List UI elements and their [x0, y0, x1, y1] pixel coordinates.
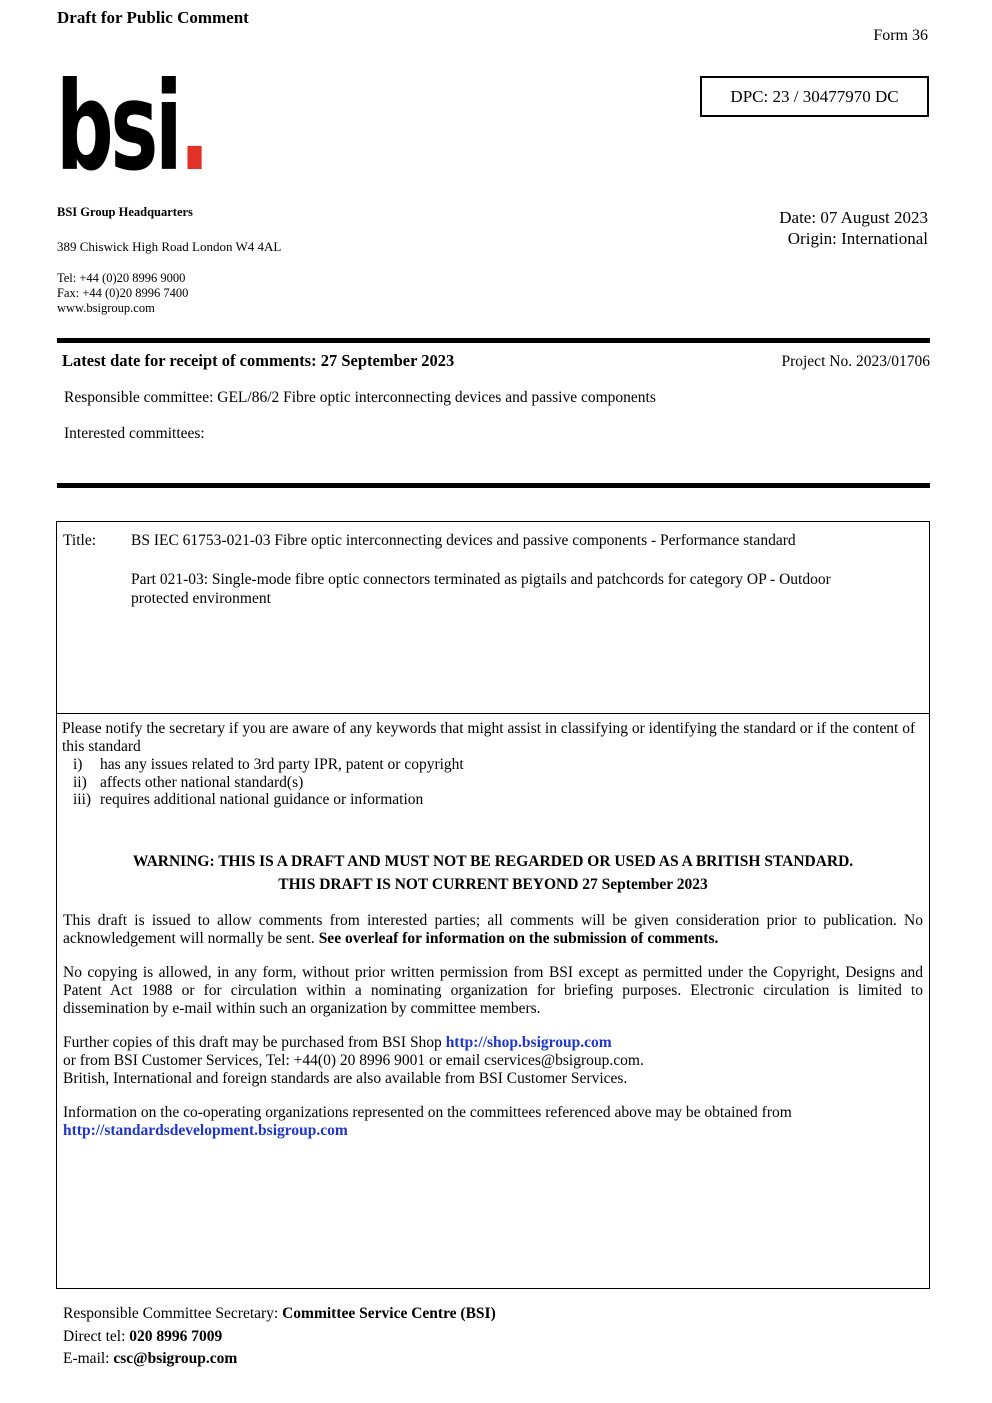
hq-website: www.bsigroup.com — [57, 301, 155, 315]
date-line: Date: 07 August 2023 — [779, 208, 928, 227]
standard-subtitle: Part 021-03: Single-mode fibre optic connectors terminated as pigtails and patchcords for category OP - Outdoor protected environment — [131, 571, 831, 607]
keywords-intro: Please notify the secretary if you are aware of any keywords that might assist in classifying or identifying the standard or if the content of this standard — [62, 720, 916, 755]
hq-fax: Fax: +44 (0)20 8996 7400 — [57, 286, 189, 300]
footer-block — [63, 1303, 496, 1371]
keywords-item-text: affects other national standard(s) — [100, 773, 304, 791]
headquarters-block — [57, 205, 281, 316]
email-value: csc@bsigroup.com — [113, 1350, 238, 1367]
cooperating-orgs-paragraph — [63, 1104, 923, 1140]
title-content — [131, 531, 921, 713]
dpc-number: DPC: 23 / 30477970 DC — [730, 86, 899, 106]
draft-for-public-comment-label: Draft for Public Comment — [57, 8, 249, 27]
purchase-info-text: Further copies of this draft may be purchased from BSI Shop — [63, 1034, 446, 1051]
direct-tel-label: Direct tel: — [63, 1327, 130, 1345]
standards-availability-line: British, International and foreign standards are also available from BSI Customer Services. — [63, 1070, 628, 1087]
cooperating-orgs-text: Information on the co-operating organizations represented on the committees referenced above may be obtained from — [63, 1104, 792, 1121]
keywords-item — [73, 756, 921, 774]
bsi-logo — [56, 56, 207, 198]
bsi-logo-text: bsi — [56, 56, 180, 198]
form-number-label: Form 36 — [873, 27, 928, 44]
purchase-info-paragraph — [63, 1034, 923, 1088]
origin-line: Origin: International — [787, 229, 928, 248]
direct-tel-line — [63, 1326, 496, 1349]
divider-bar-bottom — [57, 483, 930, 488]
customer-services-line: or from BSI Customer Services, Tel: +44(0) 20 8996 9001 or email cservices@bsigroup.com. — [63, 1052, 644, 1069]
hq-tel: Tel: +44 (0)20 8996 9000 — [57, 271, 186, 285]
secretary-line — [63, 1303, 496, 1326]
email-line — [63, 1348, 496, 1371]
comments-notice-text: This draft is issued to allow comments from interested parties; all comments will be given consideration prior to publication. No acknowledgement will normally be sent. — [63, 912, 923, 947]
keywords-notice-section — [57, 713, 929, 835]
latest-date-label: Latest date for receipt of comments: 27 September 2023 — [62, 351, 455, 370]
draft-warning-line2: THIS DRAFT IS NOT CURRENT BEYOND 27 September 2023 — [278, 876, 708, 893]
keywords-item-numeral: i) — [73, 756, 83, 773]
hq-address: 389 Chiswick High Road London W4 4AL — [57, 239, 282, 254]
main-frame — [56, 521, 930, 1289]
notice-section — [57, 835, 929, 1140]
project-number: Project No. 2023/01706 — [781, 353, 930, 370]
keywords-item — [73, 791, 921, 809]
date-origin-block — [779, 207, 928, 249]
email-label: E-mail: — [63, 1350, 114, 1367]
direct-tel-value: 020 8996 7009 — [129, 1327, 223, 1345]
see-overleaf-note: See overleaf for information on the submission of comments. — [318, 930, 719, 947]
bsi-logo-dot: . — [179, 56, 207, 198]
dpc-number-box — [700, 76, 929, 117]
hq-contact — [57, 271, 281, 316]
standards-development-link[interactable]: http://standardsdevelopment.bsigroup.com — [63, 1122, 348, 1139]
keywords-item-text: has any issues related to 3rd party IPR, patent or copyright — [100, 756, 464, 773]
keywords-item-numeral: iii) — [73, 791, 92, 808]
divider-bar-top — [57, 338, 930, 343]
draft-warning — [63, 850, 923, 896]
bsi-shop-link[interactable]: http://shop.bsigroup.com — [445, 1034, 612, 1051]
keywords-list — [73, 756, 921, 809]
title-label: Title: — [63, 532, 97, 549]
comments-notice-paragraph — [63, 912, 923, 948]
title-section — [57, 522, 929, 713]
interested-committees-line: Interested committees: — [64, 425, 205, 442]
copyright-notice-paragraph: No copying is allowed, in any form, without prior written permission from BSI except as permitted under the Copyright, Designs and Patent Act 1988 or for circulation within a nominating organization for briefing purposes. Electronic circulation is limited to dissemination by e-mail within such an organization by committee members. — [63, 964, 923, 1017]
keywords-item-numeral: ii) — [73, 773, 87, 791]
comments-deadline-row — [57, 351, 930, 371]
hq-title: BSI Group Headquarters — [57, 205, 193, 219]
responsible-committee-line: Responsible committee: GEL/86/2 Fibre optic interconnecting devices and passive components — [64, 389, 656, 406]
secretary-label: Responsible Committee Secretary: — [63, 1305, 283, 1322]
keywords-item — [73, 774, 921, 792]
draft-warning-line1: WARNING: THIS IS A DRAFT AND MUST NOT BE REGARDED OR USED AS A BRITISH STANDARD. — [132, 853, 854, 870]
standard-title: BS IEC 61753-021-03 Fibre optic interconnecting devices and passive components - Performance standard — [131, 532, 796, 549]
keywords-item-text: requires additional national guidance or information — [100, 791, 424, 808]
secretary-value: Committee Service Centre (BSI) — [282, 1305, 496, 1322]
